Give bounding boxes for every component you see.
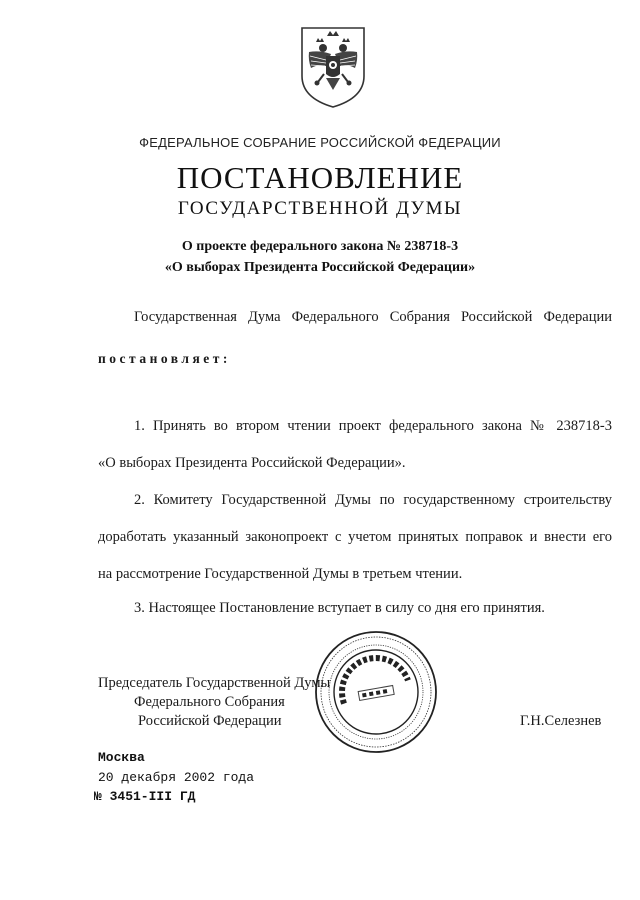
document-title: ПОСТАНОВЛЕНИЕ [176, 160, 464, 195]
date: 20 декабря 2002 года [98, 770, 255, 785]
bill-reference [0, 236, 640, 278]
item-2-line-3: на рассмотрение Государственной Думы в третьем чтении. [98, 566, 463, 582]
parliament-header: ФЕДЕРАЛЬНОЕ СОБРАНИЕ РОССИЙСКОЙ ФЕДЕРАЦИИ [139, 135, 501, 150]
resolves-word: постановляет: [98, 351, 231, 366]
document-number: № 3451-III ГД [94, 789, 196, 804]
item-2-line-2: доработать указанный законопроект с учетом принятых поправок и внести его [98, 529, 612, 545]
document-subtitle: ГОСУДАРСТВЕННОЙ ДУМЫ [177, 198, 463, 219]
item-1-line-2: «О выборах Президента Российской Федерации». [98, 455, 406, 471]
item-3: 3. Настоящее Постановление вступает в силу со дня его принятия. [134, 600, 545, 616]
bill-line-2: «О выборах Президента Российской Федерации» [164, 260, 476, 275]
item-2-line-1: 2. Комитету Государственной Думы по государственному строительству [134, 492, 612, 508]
signature-title-1: Председатель Государственной Думы [98, 675, 331, 691]
signature-title-3: Российской Федерации [138, 713, 282, 729]
signature-title-2: Федерального Собрания [134, 694, 285, 710]
place: Москва [98, 750, 145, 765]
bill-line-1: О проекте федерального закона № 238718-3 [181, 239, 459, 254]
preamble: Государственная Дума Федерального Собрания Российской Федерации [134, 309, 612, 325]
protocol-department-stamp [312, 628, 440, 756]
signature-name: Г.Н.Селезнев [520, 713, 602, 729]
item-1-line-1: 1. Принять во втором чтении проект федерального закона № 238718-3 [134, 418, 612, 434]
russian-coat-of-arms-icon [296, 24, 370, 110]
